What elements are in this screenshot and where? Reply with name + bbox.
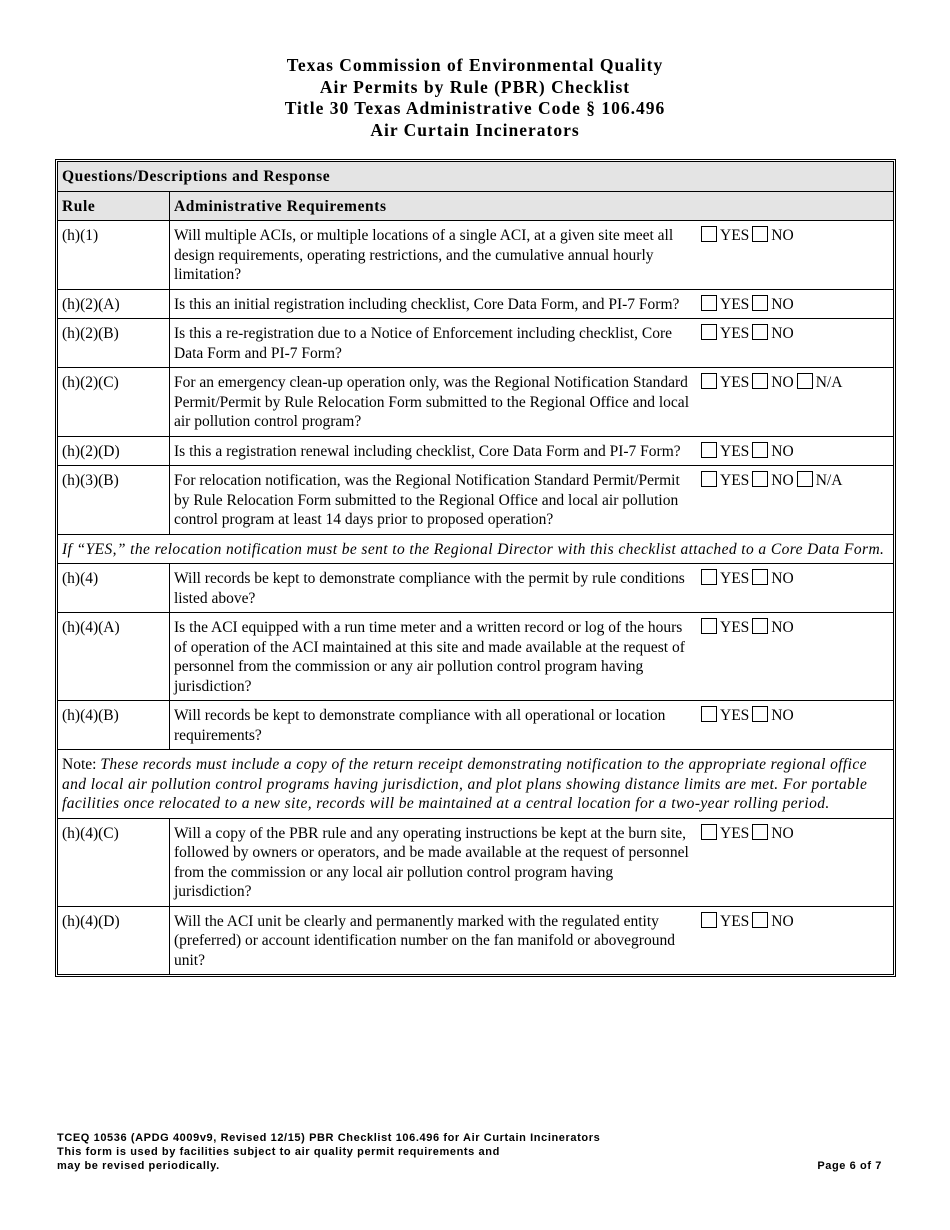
question-row [58,465,893,534]
response-options [701,706,889,745]
column-header-rule: Rule [58,191,169,221]
checkbox-label: YES [720,227,750,244]
question-row [58,289,893,319]
checkbox-label: YES [720,472,750,489]
checkbox-label: NO [771,570,794,587]
column-header-requirements: Administrative Requirements [169,191,893,221]
checkbox-no[interactable] [752,569,768,585]
response-options [701,324,889,363]
question-text: Is the ACI equipped with a run time meter and a written record or log of the hours of operation of the ACI maintained at this site and made available at the request of personnel from the commission or any air pollution control program having jurisdiction? [174,619,685,695]
question-row [58,318,893,367]
question-cell [169,465,893,534]
rule-citation: (h)(2)(C) [58,367,169,436]
checklist-table [55,159,896,977]
rule-citation: (h)(4)(B) [58,700,169,749]
question-row [58,367,893,436]
checkbox-no[interactable] [752,295,768,311]
title-agency: Texas Commission of Environmental Quality [286,55,664,75]
section-header: Questions/Descriptions and Response [58,162,893,191]
footer-notice-1: This form is used by facilities subject to air quality permit requirements and [57,1146,500,1158]
checkbox-yes[interactable] [701,373,717,389]
response-options [701,295,889,315]
question-text: Will the ACI unit be clearly and permanently marked with the regulated entity (preferred) or account identification number on the fan manifold or aboveground unit? [174,912,675,969]
checkbox-yes[interactable] [701,569,717,585]
title-checklist: Air Permits by Rule (PBR) Checklist [319,76,631,97]
question-cell [169,818,893,906]
checkbox-yes[interactable] [701,912,717,928]
question-text: Is this a registration renewal including checklist, Core Data Form and PI-7 Form? [174,442,681,460]
checkbox-no[interactable] [752,471,768,487]
checkbox-no[interactable] [752,324,768,340]
rule-citation: (h)(4)(A) [58,612,169,700]
checkbox-no[interactable] [752,824,768,840]
checkbox-label: N/A [815,374,843,391]
question-cell [169,700,893,749]
response-options [701,471,889,530]
checkbox-label: NO [771,295,794,313]
question-row [58,220,893,289]
section-header-row [58,162,893,191]
checkbox-label: NO [771,824,794,842]
checkbox-yes[interactable] [701,226,717,242]
question-text: Is this an initial registration including checklist, Core Data Form, and PI-7 Form? [174,295,680,313]
rule-citation: (h)(3)(B) [58,465,169,534]
question-text: For relocation notification, was the Regional Notification Standard Permit/Permit by Rule Relocation Form submitted to the Regional Office and local air pollution control program at least 14 days prior to proposed operation? [174,472,680,528]
checkbox-label: YES [720,295,750,313]
response-options [701,618,889,696]
footer-form-id: TCEQ 10536 (APDG 4009v9, Revised 12/15) PBR Checklist 106.496 for Air Curtain Incinerators [57,1132,601,1144]
question-cell [169,436,893,466]
relocation-note: If “YES,” the relocation notification must be sent to the Regional Director with this checklist attached to a Core Data Form. [62,540,885,558]
checkbox-yes[interactable] [701,824,717,840]
checkbox-label: YES [720,912,750,930]
rule-citation: (h)(4) [58,563,169,612]
column-header-row [58,191,893,221]
checkbox-no[interactable] [752,706,768,722]
question-text: For an emergency clean-up operation only, was the Regional Notification Standard Permit/Permit by Rule Relocation Form submitted to the Regional Office and local air pollution control program? [174,374,689,430]
note-cell [58,749,893,818]
note-row [58,749,893,818]
question-row [58,436,893,466]
response-options [701,442,889,462]
question-cell [169,318,893,367]
checkbox-label: YES [720,824,750,842]
checkbox-yes[interactable] [701,618,717,634]
question-text: Will records be kept to demonstrate compliance with the permit by rule conditions listed above? [174,570,685,607]
rule-citation: (h)(4)(C) [58,818,169,906]
question-cell [169,289,893,319]
response-options [701,373,889,432]
checkbox-na[interactable] [797,373,813,389]
question-row [58,612,893,700]
checkbox-no[interactable] [752,618,768,634]
records-note: These records must include a copy of the return receipt demonstrating notification to the appropriate regional office and local air pollution control programs having jurisdiction, and plot plans showing distance limits are met. For portable facilities once relocated to a new site, records will be maintained at a central location for a two-year rolling period. [62,756,868,812]
checkbox-yes[interactable] [701,295,717,311]
checkbox-no[interactable] [752,912,768,928]
checkbox-yes[interactable] [701,471,717,487]
checkbox-label: NO [771,707,794,724]
response-options [701,824,889,902]
checkbox-label: YES [720,570,750,587]
question-text: Will a copy of the PBR rule and any operating instructions be kept at the burn site, followed by owners or operators, and be made available at the request of personnel from the commission or any local air pollution control program having jurisdiction? [174,824,689,900]
question-row [58,818,893,906]
checkbox-na[interactable] [797,471,813,487]
checkbox-label: NO [771,619,794,636]
footer-notice-2: may be revised periodically. [57,1160,220,1172]
checkbox-no[interactable] [752,226,768,242]
document-title [0,55,950,141]
rule-citation: (h)(1) [58,220,169,289]
checkbox-label: YES [720,619,750,636]
rule-citation: (h)(2)(D) [58,436,169,466]
question-cell [169,563,893,612]
checkbox-label: NO [771,325,794,342]
question-cell [169,612,893,700]
checkbox-label: N/A [815,472,843,489]
checkbox-label: NO [771,912,794,930]
checkbox-yes[interactable] [701,706,717,722]
question-row [58,700,893,749]
question-row [58,906,893,975]
checkbox-no[interactable] [752,373,768,389]
title-subject: Air Curtain Incinerators [370,119,580,140]
checkbox-yes[interactable] [701,442,717,458]
question-cell [169,367,893,436]
checkbox-label: YES [720,707,750,724]
rule-citation: (h)(2)(A) [58,289,169,319]
checkbox-yes[interactable] [701,324,717,340]
checkbox-no[interactable] [752,442,768,458]
question-text: Will multiple ACIs, or multiple locations of a single ACI, at a given site meet all design requirements, operating restrictions, and the cumulative annual hourly limitation? [174,227,674,283]
question-text: Will records be kept to demonstrate compliance with all operational or location requirements? [174,707,666,744]
title-code: Title 30 Texas Administrative Code § 106.496 [284,98,666,118]
response-options [701,569,889,608]
checkbox-label: NO [771,374,794,391]
checkbox-label: NO [771,442,794,460]
note-cell [58,534,893,564]
checkbox-label: YES [720,325,750,342]
page-footer [57,1131,882,1173]
checkbox-label: NO [771,227,794,244]
checkbox-label: NO [771,472,794,489]
rule-citation: (h)(4)(D) [58,906,169,975]
note-row [58,534,893,564]
question-cell [169,906,893,975]
response-options [701,226,889,285]
response-options [701,912,889,971]
question-cell [169,220,893,289]
question-text: Is this a re-registration due to a Notice of Enforcement including checklist, Core Data Form and PI-7 Form? [174,325,672,362]
checkbox-label: YES [720,374,750,391]
rule-citation: (h)(2)(B) [58,318,169,367]
checkbox-label: YES [720,442,750,460]
note-label: Note: [62,756,97,773]
page-number: Page 6 of 7 [817,1160,882,1172]
question-row [58,563,893,612]
